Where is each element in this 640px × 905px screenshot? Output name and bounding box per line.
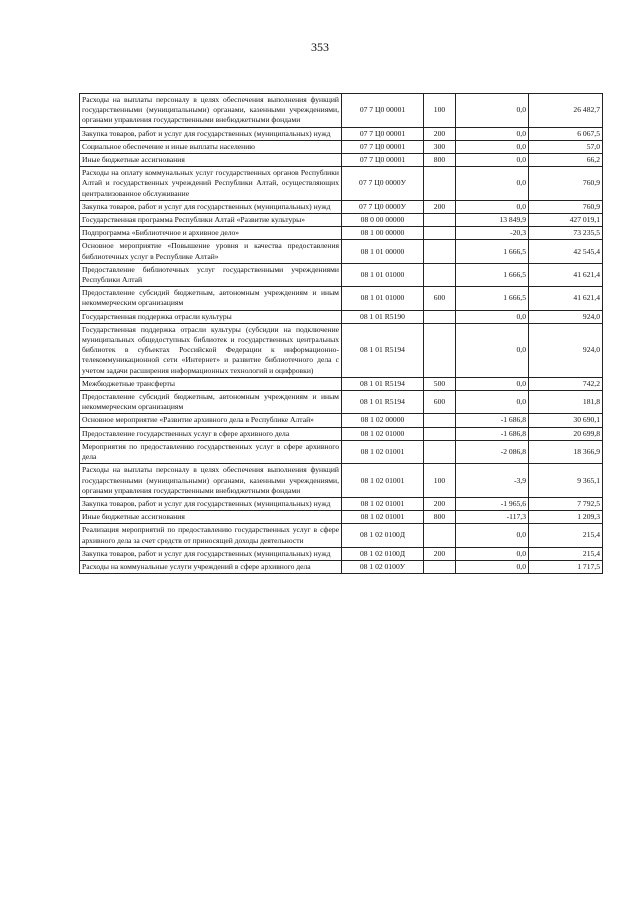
target-article-code-cell: 07 7 Ц0 00001 (342, 94, 424, 128)
table-row (80, 127, 603, 140)
change-amount-cell: 0,0 (456, 323, 529, 377)
change-amount-cell: -2 086,8 (456, 440, 529, 463)
change-amount-cell: 0,0 (456, 560, 529, 573)
target-article-code-cell: 08 1 01 01000 (342, 287, 424, 310)
target-article-code-cell: 08 1 01 R5194 (342, 323, 424, 377)
table-row (80, 323, 603, 377)
expense-name-cell: Реализация мероприятий по предоставлению государственных услуг в сфере архивного дела за счет средств от приносящей доходы деятельности (80, 524, 342, 547)
table-row (80, 427, 603, 440)
total-amount-cell: 41 621,4 (529, 287, 603, 310)
change-amount-cell: 1 666,5 (456, 240, 529, 263)
expense-type-code-cell (424, 310, 456, 323)
expense-name-cell: Расходы на коммунальные услуги учреждений в сфере архивного дела (80, 560, 342, 573)
total-amount-cell: 9 365,1 (529, 464, 603, 498)
change-amount-cell: 0,0 (456, 524, 529, 547)
expense-type-code-cell (424, 214, 456, 227)
change-amount-cell: 0,0 (456, 127, 529, 140)
expense-name-cell: Основное мероприятие «Повышение уровня и качества предоставления библиотечных услуг в Республике Алтай» (80, 240, 342, 263)
table-row (80, 94, 603, 128)
total-amount-cell: 760,9 (529, 200, 603, 213)
change-amount-cell: 0,0 (456, 154, 529, 167)
expense-type-code-cell: 200 (424, 547, 456, 560)
total-amount-cell: 1 717,5 (529, 560, 603, 573)
expense-name-cell: Закупка товаров, работ и услуг для государственных (муниципальных) нужд (80, 497, 342, 510)
total-amount-cell: 760,9 (529, 167, 603, 201)
expense-type-code-cell (424, 427, 456, 440)
total-amount-cell: 66,2 (529, 154, 603, 167)
expense-type-code-cell (424, 240, 456, 263)
expense-type-code-cell (424, 440, 456, 463)
change-amount-cell: -117,3 (456, 511, 529, 524)
expense-type-code-cell: 800 (424, 511, 456, 524)
table-row (80, 200, 603, 213)
expense-type-code-cell: 200 (424, 497, 456, 510)
total-amount-cell: 26 482,7 (529, 94, 603, 128)
expense-name-cell: Государственная программа Республики Алтай «Развитие культуры» (80, 214, 342, 227)
target-article-code-cell: 08 1 01 R5194 (342, 391, 424, 414)
change-amount-cell: 0,0 (456, 310, 529, 323)
expense-name-cell: Предоставление библиотечных услуг государственными учреждениями Республики Алтай (80, 263, 342, 286)
target-article-code-cell: 07 7 Ц0 00001 (342, 140, 424, 153)
change-amount-cell: 0,0 (456, 391, 529, 414)
total-amount-cell: 215,4 (529, 547, 603, 560)
expense-name-cell: Закупка товаров, работ и услуг для государственных (муниципальных) нужд (80, 547, 342, 560)
expense-name-cell: Основное мероприятие «Развитие архивного дела в Республике Алтай» (80, 414, 342, 427)
budget-table-body (80, 94, 603, 574)
change-amount-cell: 0,0 (456, 167, 529, 201)
total-amount-cell: 924,0 (529, 310, 603, 323)
target-article-code-cell: 08 1 01 01000 (342, 263, 424, 286)
total-amount-cell: 30 690,1 (529, 414, 603, 427)
expense-name-cell: Государственная поддержка отрасли культуры (субсидии на подключение муниципальных общедоступных библиотек и государственных центральных библиотек в субъектах Российской Федерации к информационно-телекоммуникационной сети «Интернет» и развитие библиотечного дела с учетом задачи расширения информационных технологий и оцифровки) (80, 323, 342, 377)
expense-name-cell: Социальное обеспечение и иные выплаты населению (80, 140, 342, 153)
change-amount-cell: 13 849,9 (456, 214, 529, 227)
table-row (80, 511, 603, 524)
target-article-code-cell: 08 1 02 01001 (342, 440, 424, 463)
target-article-code-cell: 08 1 00 00000 (342, 227, 424, 240)
expense-name-cell: Расходы на выплаты персоналу в целях обеспечения выполнения функций государственными (муниципальными) органами, казенными учреждениями, органами управления государственными внебюджетными фондами (80, 464, 342, 498)
expense-name-cell: Иные бюджетные ассигнования (80, 154, 342, 167)
target-article-code-cell: 07 7 Ц0 00001 (342, 127, 424, 140)
change-amount-cell: -1 686,8 (456, 427, 529, 440)
target-article-code-cell: 07 7 Ц0 00001 (342, 154, 424, 167)
expense-type-code-cell (424, 524, 456, 547)
total-amount-cell: 20 699,8 (529, 427, 603, 440)
budget-table (79, 93, 603, 574)
expense-name-cell: Расходы на оплату коммунальных услуг государственных органов Республики Алтай и государственных учреждений Республики Алтай, осуществляющих централизованное обслуживание (80, 167, 342, 201)
table-row (80, 497, 603, 510)
table-row (80, 310, 603, 323)
page-number: 353 (311, 40, 329, 54)
total-amount-cell: 42 545,4 (529, 240, 603, 263)
expense-name-cell: Государственная поддержка отрасли культуры (80, 310, 342, 323)
total-amount-cell: 924,0 (529, 323, 603, 377)
expense-type-code-cell (424, 560, 456, 573)
table-row (80, 391, 603, 414)
expense-type-code-cell: 600 (424, 287, 456, 310)
expense-type-code-cell: 500 (424, 377, 456, 390)
expense-type-code-cell (424, 323, 456, 377)
expense-type-code-cell (424, 263, 456, 286)
table-row (80, 414, 603, 427)
expense-type-code-cell: 800 (424, 154, 456, 167)
target-article-code-cell: 07 7 Ц0 0000У (342, 167, 424, 201)
change-amount-cell: 0,0 (456, 377, 529, 390)
table-row (80, 287, 603, 310)
expense-type-code-cell: 100 (424, 94, 456, 128)
expense-type-code-cell: 300 (424, 140, 456, 153)
total-amount-cell: 18 366,9 (529, 440, 603, 463)
table-row (80, 154, 603, 167)
target-article-code-cell: 08 1 02 0100Д (342, 547, 424, 560)
change-amount-cell: 1 666,5 (456, 263, 529, 286)
target-article-code-cell: 08 1 01 00000 (342, 240, 424, 263)
target-article-code-cell: 08 1 02 01000 (342, 427, 424, 440)
target-article-code-cell: 08 1 02 01001 (342, 497, 424, 510)
table-row (80, 227, 603, 240)
target-article-code-cell: 08 1 01 R5194 (342, 377, 424, 390)
table-row (80, 167, 603, 201)
change-amount-cell: -1 965,6 (456, 497, 529, 510)
target-article-code-cell: 08 1 02 01001 (342, 464, 424, 498)
expense-name-cell: Предоставление государственных услуг в сфере архивного дела (80, 427, 342, 440)
change-amount-cell: 0,0 (456, 200, 529, 213)
expense-type-code-cell: 200 (424, 127, 456, 140)
expense-name-cell: Межбюджетные трансферты (80, 377, 342, 390)
target-article-code-cell: 07 7 Ц0 0000У (342, 200, 424, 213)
expense-type-code-cell: 600 (424, 391, 456, 414)
total-amount-cell: 7 792,5 (529, 497, 603, 510)
expense-type-code-cell: 100 (424, 464, 456, 498)
table-row (80, 140, 603, 153)
change-amount-cell: -1 686,8 (456, 414, 529, 427)
change-amount-cell: -3,9 (456, 464, 529, 498)
table-row (80, 440, 603, 463)
expense-name-cell: Закупка товаров, работ и услуг для государственных (муниципальных) нужд (80, 200, 342, 213)
expense-name-cell: Предоставление субсидий бюджетным, автономным учреждениям и иным некоммерческим организациям (80, 391, 342, 414)
expense-name-cell: Расходы на выплаты персоналу в целях обеспечения выполнения функций государственными (муниципальными) органами, казенными учреждениями, органами управления государственными внебюджетными фондами (80, 94, 342, 128)
expense-name-cell: Мероприятия по предоставлению государственных услуг в сфере архивного дела (80, 440, 342, 463)
expense-name-cell: Подпрограмма «Библиотечное и архивное дело» (80, 227, 342, 240)
total-amount-cell: 57,0 (529, 140, 603, 153)
total-amount-cell: 181,8 (529, 391, 603, 414)
total-amount-cell: 41 621,4 (529, 263, 603, 286)
expense-name-cell: Иные бюджетные ассигнования (80, 511, 342, 524)
table-row (80, 560, 603, 573)
total-amount-cell: 427 019,1 (529, 214, 603, 227)
expense-name-cell: Предоставление субсидий бюджетным, автономным учреждениям и иным некоммерческим организациям (80, 287, 342, 310)
target-article-code-cell: 08 1 02 0100У (342, 560, 424, 573)
target-article-code-cell: 08 1 02 00000 (342, 414, 424, 427)
table-row (80, 464, 603, 498)
table-row (80, 524, 603, 547)
table-row (80, 240, 603, 263)
total-amount-cell: 6 067,5 (529, 127, 603, 140)
change-amount-cell: 0,0 (456, 547, 529, 560)
change-amount-cell: -20,3 (456, 227, 529, 240)
table-row (80, 377, 603, 390)
target-article-code-cell: 08 1 02 0100Д (342, 524, 424, 547)
expense-type-code-cell (424, 167, 456, 201)
expense-type-code-cell (424, 227, 456, 240)
change-amount-cell: 0,0 (456, 140, 529, 153)
total-amount-cell: 1 209,3 (529, 511, 603, 524)
expense-type-code-cell (424, 414, 456, 427)
expense-name-cell: Закупка товаров, работ и услуг для государственных (муниципальных) нужд (80, 127, 342, 140)
table-row (80, 547, 603, 560)
total-amount-cell: 73 235,5 (529, 227, 603, 240)
total-amount-cell: 742,2 (529, 377, 603, 390)
total-amount-cell: 215,4 (529, 524, 603, 547)
target-article-code-cell: 08 1 01 R5190 (342, 310, 424, 323)
change-amount-cell: 1 666,5 (456, 287, 529, 310)
target-article-code-cell: 08 0 00 00000 (342, 214, 424, 227)
change-amount-cell: 0,0 (456, 94, 529, 128)
target-article-code-cell: 08 1 02 01001 (342, 511, 424, 524)
expense-type-code-cell: 200 (424, 200, 456, 213)
table-row (80, 263, 603, 286)
table-row (80, 214, 603, 227)
